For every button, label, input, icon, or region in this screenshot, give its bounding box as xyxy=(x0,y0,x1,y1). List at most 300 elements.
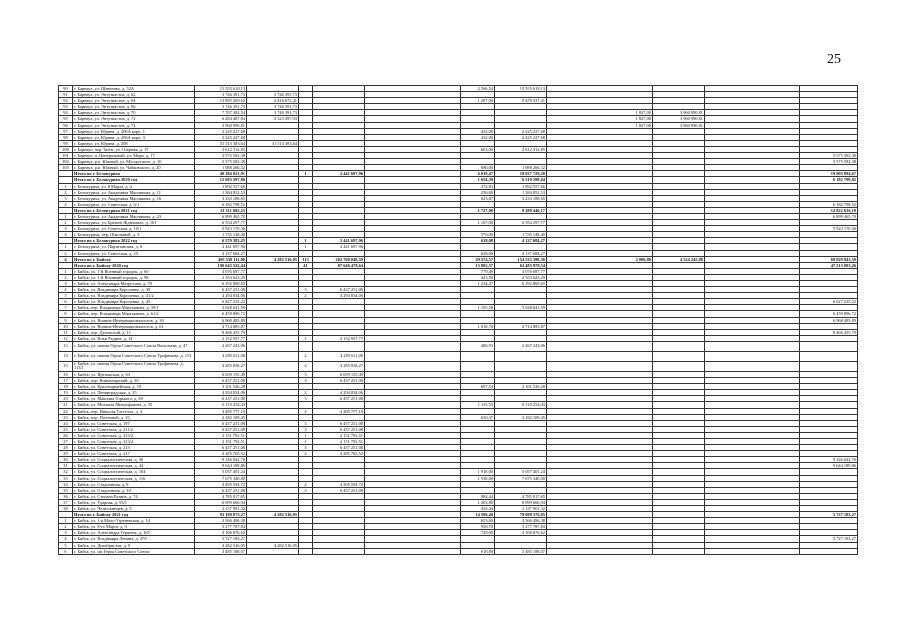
row-number: 4 xyxy=(59,201,73,207)
area-cell xyxy=(461,361,495,371)
row-number: 9 xyxy=(59,317,73,323)
address-cell: Итого по г. Белокуриха 2020 год xyxy=(73,177,195,183)
row-number: 1 xyxy=(59,518,73,524)
total-cost-cell: 13 895 209,62 xyxy=(195,98,247,104)
address-cell: г. Барнаул, ул. Энтузиастов, д. 64 xyxy=(73,98,195,104)
total-cost-cell: 4 285 838,27 xyxy=(195,361,247,371)
row-number: 4 xyxy=(59,232,73,238)
cost-cell-4: 4 285 777,10 xyxy=(313,408,365,414)
area-cell: 1 234,47 xyxy=(461,281,495,287)
cost-cell-7: 6 110 254,43 xyxy=(495,402,547,408)
cost-cell-11: 19 905 894,67 xyxy=(800,171,858,177)
area-cell-2: 1 827,00 xyxy=(547,116,653,122)
address-cell: г. Бийск, ул. Социалистическая, д. 44 xyxy=(73,463,195,469)
cost-cell-7: 8 289 446,17 xyxy=(495,207,547,213)
cost-cell-7: 4 137 684,27 xyxy=(495,238,547,244)
area-cell-2 xyxy=(547,351,653,361)
address-cell: г. Бийск, ул. Ударная, д. 93/1 xyxy=(73,499,195,505)
row-number: 19 xyxy=(59,390,73,396)
address-cell: г. Бийск, ул. Челюскинцев, д. 5 xyxy=(73,506,195,512)
cost-cell-7: 5 277 787,84 xyxy=(495,524,547,530)
row-number: 3 xyxy=(59,195,73,201)
address-cell: г. Бийск, ул. Красноармейская, д. 18 xyxy=(73,384,195,390)
cost-cell-2: 4 282 516,05 xyxy=(247,512,299,518)
total-cost-cell: 6 437 251,08 xyxy=(195,378,247,384)
count-cell: 1 xyxy=(299,238,313,244)
cost-cell-7: 4 076 687,77 xyxy=(495,268,547,274)
area-cell: 434,44 xyxy=(461,506,495,512)
address-cell: г. Бийск, ул. Ленинградская, д. 35 xyxy=(73,390,195,396)
total-cost-cell: 4 285 765,52 xyxy=(195,451,247,457)
total-cost-cell: 2 151 792,51 xyxy=(195,432,247,438)
row-number: 1 xyxy=(59,183,73,189)
area-cell: 6 019,47 xyxy=(461,171,495,177)
cost-cell-11 xyxy=(800,361,858,371)
cost-cell-4: 2 152 957,77 xyxy=(313,335,365,341)
total-cost-cell: 6 099 666,94 xyxy=(195,499,247,505)
total-cost-cell: 6 437 251,08 xyxy=(195,287,247,293)
area-cell: 406,93 xyxy=(461,341,495,351)
row-number: 101 xyxy=(59,153,73,159)
area-cell: 603,00 xyxy=(461,146,495,152)
cost-cell-7: 6 192 869,65 xyxy=(495,281,547,287)
total-cost-cell: 2 612 312,85 xyxy=(195,146,247,152)
total-cost-cell: 40 384 021,91 xyxy=(195,171,247,177)
total-cost-cell: 190 643 522,44 xyxy=(195,262,247,268)
area-cell-2: 2 006,80 xyxy=(547,256,653,262)
total-cost-cell: 2 137 901,32 xyxy=(195,506,247,512)
cost-cell-9 xyxy=(653,351,705,361)
total-cost-cell: 8 466 455,79 xyxy=(195,329,247,335)
address-cell: г. Бийск, ул. имени Героя Советского Союза Трофимова, д. 113 xyxy=(73,351,195,361)
address-cell: г. Барнаул, ул. Энтузиастов, д. 72 xyxy=(73,116,195,122)
area-cell: 779,49 xyxy=(461,268,495,274)
cost-cell-4: 6 437 251,08 xyxy=(313,287,365,293)
area-cell: 1 727,00 xyxy=(461,207,495,213)
total-cost-cell: 3 485 188,07 xyxy=(195,548,247,554)
count-cell: 3 xyxy=(299,287,313,293)
total-cost-cell: 2 353 623,29 xyxy=(195,274,247,280)
row-number: 18 xyxy=(59,384,73,390)
count-cell: 1 xyxy=(299,432,313,438)
row-number: 3 xyxy=(59,226,73,232)
row-number: 90 xyxy=(59,86,73,92)
total-cost-cell: 5 923 170,36 xyxy=(195,226,247,232)
count-cell: 1 xyxy=(299,244,313,250)
empty-cell-2 xyxy=(705,361,800,371)
row-number: 38 xyxy=(59,506,73,512)
area-cell: 1 167,00 xyxy=(461,220,495,226)
total-cost-cell: 6 192 869,65 xyxy=(195,281,247,287)
address-cell: г. Бийск, пер. Коммунарский, д. 16 xyxy=(73,378,195,384)
row-number: 25 xyxy=(59,426,73,432)
count-cell: 3 xyxy=(299,378,313,384)
area-cell: 1 018,70 xyxy=(461,323,495,329)
cost-cell-7: 4 714 885,87 xyxy=(495,323,547,329)
count-cell: 2 xyxy=(299,481,313,487)
total-cost-cell: 3 960 990,81 xyxy=(195,122,247,128)
cost-cell-4: 262 760 048,59 xyxy=(313,256,365,262)
register-rows xyxy=(59,86,858,555)
total-cost-cell: 4 295 594,72 xyxy=(195,481,247,487)
row-number: 2 xyxy=(59,189,73,195)
count-cell: 113 xyxy=(299,256,313,262)
row-number: 2 xyxy=(59,250,73,256)
address-cell: г. Белокуриха, ул. Партизанская, д. 6 xyxy=(73,244,195,250)
area-cell: 432,00 xyxy=(461,134,495,140)
total-cost-cell: 9 146 622,76 xyxy=(195,457,247,463)
address-cell: г. Бийск, ул. Социалистическая, д. 36 xyxy=(73,457,195,463)
total-cost-cell: 4 714 885,87 xyxy=(195,323,247,329)
address-cell: г. Белокуриха, ул. Академика Мясникова, д. 23 xyxy=(73,213,195,219)
cost-cell-4: 6 437 251,08 xyxy=(313,420,365,426)
area-cell: 570,00 xyxy=(461,232,495,238)
row-number: 36 xyxy=(59,493,73,499)
row-number: 23 xyxy=(59,414,73,420)
total-cost-cell: 9 644 189,86 xyxy=(195,463,247,469)
total-cost-cell: 6 437 251,08 xyxy=(195,396,247,402)
area-cell-2 xyxy=(547,341,653,351)
address-cell: г. Белокуриха, ул. Советская, д. 6/1 xyxy=(73,201,195,207)
row-number: 3 xyxy=(59,281,73,287)
row-number: 96 xyxy=(59,122,73,128)
row-number: 3 xyxy=(59,530,73,536)
row-number: 22 xyxy=(59,408,73,414)
address-cell: Итого по г. Бийску 2021 год xyxy=(73,512,195,518)
area-cell: 1 105,58 xyxy=(461,305,495,311)
address-cell: Итого по г. Белокуриха xyxy=(73,171,195,177)
row-number: 5 xyxy=(59,293,73,299)
address-cell: г. Бийск, пер. Деповский, д. 11 xyxy=(73,329,195,335)
total-cost-cell: 6 437 251,08 xyxy=(195,487,247,493)
row-number: 2 xyxy=(59,274,73,280)
total-cost-cell: 2 225 227,68 xyxy=(195,128,247,134)
total-cost-cell: 6 437 251,08 xyxy=(195,420,247,426)
total-cost-cell: 4 785 817,65 xyxy=(195,493,247,499)
table-row xyxy=(59,361,858,371)
cost-cell-11: 47 513 083,26 xyxy=(800,262,858,268)
row-number: 34 xyxy=(59,481,73,487)
address-cell: г. Белокуриха, ул. Академика Мясникова, д. 11 xyxy=(73,189,195,195)
area-cell: 13 805,57 xyxy=(461,262,495,268)
row-number: 6 xyxy=(59,548,73,554)
area-cell: 14 596,40 xyxy=(461,512,495,518)
count-cell: 2 xyxy=(299,390,313,396)
total-cost-cell: 5 277 787,84 xyxy=(195,524,247,530)
cost-cell-2: 3 746 391,73 xyxy=(247,92,299,98)
empty-cell xyxy=(365,351,461,361)
address-cell: г. Бийск, пер. Почтовый, д. 15 xyxy=(73,414,195,420)
cost-cell-7: 5 057 401,24 xyxy=(495,469,547,475)
cost-cell-2: 3 746 391,73 xyxy=(247,110,299,116)
cost-cell-11: 9 644 189,86 xyxy=(800,463,858,469)
cost-cell-4: 4 295 594,72 xyxy=(313,481,365,487)
cost-cell-11 xyxy=(800,341,858,351)
total-cost-cell: 4 285 777,10 xyxy=(195,408,247,414)
cost-cell-4: 2 151 792,51 xyxy=(313,432,365,438)
cost-cell-4: 4 285 765,52 xyxy=(313,451,365,457)
cost-cell-11: 6 459 896,72 xyxy=(800,311,858,317)
area-cell: 432,00 xyxy=(461,128,495,134)
cost-cell-9: 4 524 245,80 xyxy=(653,256,705,262)
count-cell xyxy=(299,548,313,554)
cost-cell-4: 2 441 697,96 xyxy=(313,238,365,244)
address-cell: г. Бийск, ул. 1-й Военный городок, д. 60 xyxy=(73,268,195,274)
cost-cell-7: 9 478 537,21 xyxy=(495,98,547,104)
cost-cell-11 xyxy=(800,351,858,361)
count-cell: 1 xyxy=(299,335,313,341)
cost-cell-11: 5 575 582,38 xyxy=(800,159,858,165)
address-cell: г. Барнаул, р.п. Южный, ул. Мусоргского, д. 10 xyxy=(73,159,195,165)
cost-cell-7: 2 353 623,29 xyxy=(495,274,547,280)
total-cost-cell: 6 182 798,52 xyxy=(195,201,247,207)
total-cost-cell: 2 267 243,06 xyxy=(195,341,247,351)
total-cost-cell: 3 746 391,73 xyxy=(195,104,247,110)
row-number: 16 xyxy=(59,371,73,377)
address-cell: г. Барнаул, ул. Энтузиастов, д. 74 xyxy=(73,122,195,128)
address-cell: г. Бийск, ул. Декабристов, д. 9 xyxy=(73,542,195,548)
row-number: 24 xyxy=(59,420,73,426)
row-number: 14 xyxy=(59,351,73,361)
address-cell: г. Бийск, ул. Иртышская, д. 63 xyxy=(73,371,195,377)
address-cell: г. Барнаул, п. Центральный, ул. Мира, д. 17 xyxy=(73,153,195,159)
count-cell: 2 xyxy=(299,451,313,457)
area-cell: 1 558,00 xyxy=(461,475,495,481)
address-cell: Итого по г. Бийску xyxy=(73,256,195,262)
row-number: 1 xyxy=(59,244,73,250)
row-number: 99 xyxy=(59,140,73,146)
cost-cell-11: 6 182 798,52 xyxy=(800,201,858,207)
cost-cell-4: 2 151 792,51 xyxy=(313,438,365,444)
count-cell: 3 xyxy=(299,426,313,432)
cost-cell-7: 154 533 398,36 xyxy=(495,256,547,262)
area-cell: 638,08 xyxy=(461,250,495,256)
cost-cell-7: 62 483 978,54 xyxy=(495,262,547,268)
total-cost-cell: 4 282 516,05 xyxy=(195,542,247,548)
cost-cell-11: 6 827 235,22 xyxy=(800,299,858,305)
row-number: 10 xyxy=(59,323,73,329)
total-cost-cell: 4 294 834,06 xyxy=(195,390,247,396)
row-number: 15 xyxy=(59,361,73,371)
cost-cell-11: 6 182 799,82 xyxy=(800,177,858,183)
total-cost-cell: 495 538 111,06 xyxy=(195,256,247,262)
total-cost-cell: 1 735 148,40 xyxy=(195,232,247,238)
address-cell: г. Бийск, ул. Владимира Короленко, д. 38 xyxy=(73,287,195,293)
cost-cell-4: 4 294 834,06 xyxy=(313,390,365,396)
area-cell: 618,80 xyxy=(461,548,495,554)
cost-cell-4: 6 437 251,08 xyxy=(313,396,365,402)
row-number: 102 xyxy=(59,159,73,165)
cost-cell-4 xyxy=(313,341,365,351)
total-cost-cell: 7 675 340,00 xyxy=(195,475,247,481)
address-cell: г. Бийск, ул. Советская, д. 213/4 xyxy=(73,438,195,444)
row-number: 98 xyxy=(59,134,73,140)
total-cost-cell: 6 459 896,72 xyxy=(195,311,247,317)
total-cost-cell: 3 746 391,73 xyxy=(195,92,247,98)
row-number: 5 xyxy=(59,542,73,548)
row-number: 2 xyxy=(59,220,73,226)
row-number: 97 xyxy=(59,128,73,134)
total-cost-cell: 4 106 876,62 xyxy=(195,530,247,536)
cost-cell-2 xyxy=(247,548,299,554)
area-cell: 686,00 xyxy=(461,165,495,171)
cost-cell-4: 87 646 478,64 xyxy=(313,262,365,268)
address-cell: г. Барнаул, ул. Энтузиастов, д. 62 xyxy=(73,92,195,98)
table-row xyxy=(59,548,858,554)
row-number: 26 xyxy=(59,432,73,438)
total-cost-cell: 4 294 834,06 xyxy=(195,293,247,299)
cost-cell-9: 3 960 990,81 xyxy=(653,116,705,122)
row-number: 37 xyxy=(59,499,73,505)
address-cell: г. Бийск, ул. Советская, д. 197 xyxy=(73,420,195,426)
empty-cell-2 xyxy=(705,351,800,361)
cost-cell-2: 4 282 516,05 xyxy=(247,256,299,262)
total-cost-cell: 2 151 792,51 xyxy=(195,438,247,444)
cost-cell-4: 6 437 251,08 xyxy=(313,487,365,493)
address-cell: г. Бийск, ул. Владимира Короленко, д. 41/2 xyxy=(73,293,195,299)
cost-cell-7: 1 892 557,66 xyxy=(495,183,547,189)
area-cell: 372,83 xyxy=(461,183,495,189)
total-cost-cell: 3 233 188,65 xyxy=(195,195,247,201)
register-table-container xyxy=(58,85,857,555)
cost-cell-7: 3 233 188,65 xyxy=(495,195,547,201)
cost-cell-7: 2 612 312,85 xyxy=(495,146,547,152)
cost-cell-4: 6 659 155,49 xyxy=(313,371,365,377)
area-cell-2: 1 827,00 xyxy=(547,110,653,116)
total-cost-cell: 15 555 618,13 xyxy=(195,86,247,92)
count-cell: 3 xyxy=(299,371,313,377)
total-cost-cell: 6 437 251,08 xyxy=(195,426,247,432)
row-number: 35 xyxy=(59,487,73,493)
area-cell: 2 566,54 xyxy=(461,86,495,92)
total-cost-cell: 6 110 254,43 xyxy=(195,402,247,408)
cost-cell-9 xyxy=(653,341,705,351)
empty-cell xyxy=(365,548,461,554)
register-table xyxy=(58,85,858,555)
total-cost-cell: 1 384 852,53 xyxy=(195,189,247,195)
area-cell-2: 1 827,00 xyxy=(547,122,653,128)
address-cell: г. Бийск, ул. Максима Горького, д. 69 xyxy=(73,396,195,402)
cost-cell-4: 2 441 697,96 xyxy=(313,171,365,177)
cost-cell-7: 15 555 618,13 xyxy=(495,86,547,92)
row-number: 95 xyxy=(59,116,73,122)
cost-cell-2 xyxy=(247,361,299,371)
cost-cell-7: 1 735 148,40 xyxy=(495,232,547,238)
row-number: 2 xyxy=(59,524,73,530)
row-number: 29 xyxy=(59,451,73,457)
cost-cell-4: 2 441 697,96 xyxy=(313,244,365,250)
address-cell: г. Бийск, ул. им Героя Советского Союза xyxy=(73,548,195,554)
cost-cell-7: 7 675 340,00 xyxy=(495,475,547,481)
row-number: 12 xyxy=(59,335,73,341)
total-cost-cell: 1 088 266,32 xyxy=(195,165,247,171)
address-cell: г. Белокуриха, ул. Академика Мясникова, д. 16 xyxy=(73,195,195,201)
row-number: 30 xyxy=(59,457,73,463)
cost-cell-7: 2 225 227,68 xyxy=(495,134,547,140)
cost-cell-7: 4 785 817,65 xyxy=(495,493,547,499)
cost-cell-7: 2 137 901,32 xyxy=(495,506,547,512)
cost-cell-4: 4 294 834,06 xyxy=(313,293,365,299)
cost-cell-9: 3 960 990,81 xyxy=(653,122,705,128)
count-cell: 1 xyxy=(299,438,313,444)
total-cost-cell: 12 693 397,86 xyxy=(195,177,247,183)
cost-cell-7: 4 106 876,62 xyxy=(495,530,547,536)
cost-cell-7: 3 566 496,38 xyxy=(495,518,547,524)
total-cost-cell: 6 659 155,49 xyxy=(195,371,247,377)
row-number: 4 xyxy=(59,287,73,293)
empty-cell xyxy=(365,341,461,351)
cost-cell-4: 6 437 251,08 xyxy=(313,445,365,451)
total-cost-cell: 4 285 611,08 xyxy=(195,351,247,361)
cost-cell-11: 5 727 183,27 xyxy=(800,512,858,518)
address-cell: г. Бийск, ул. Воинов-Интернационалистов, д. 39 xyxy=(73,317,195,323)
cost-cell-2: 3 746 391,73 xyxy=(247,104,299,110)
address-cell: г. Белокуриха, ул. 8 Марта, д. 4 xyxy=(73,183,195,189)
total-cost-cell: 21 111 682,25 xyxy=(195,207,247,213)
row-number: 4 xyxy=(59,536,73,542)
total-cost-cell: 5 628 641,59 xyxy=(195,305,247,311)
cost-cell-11: 6 968 485,89 xyxy=(800,317,858,323)
cost-cell-7: 6 099 666,94 xyxy=(495,499,547,505)
empty-cell xyxy=(365,361,461,371)
address-cell: г. Барнаул, ул. Энтузиастов, д. 66 xyxy=(73,104,195,110)
address-cell: г. Бийск, ул. Владимира Ленина, д. 270 xyxy=(73,536,195,542)
area-cell: 1 207,00 xyxy=(461,98,495,104)
cost-cell-2 xyxy=(247,341,299,351)
row-number: 7 xyxy=(59,305,73,311)
cost-cell-4: 6 437 251,08 xyxy=(313,426,365,432)
cost-cell-9 xyxy=(653,548,705,554)
address-cell: г. Белокуриха, ул. Братьев Ждановых, д. 161 xyxy=(73,220,195,226)
total-cost-cell: 6 554 297,77 xyxy=(195,220,247,226)
cost-cell-7: 6 554 297,77 xyxy=(495,220,547,226)
address-cell: г. Бийск, пер. Владимира Мартьянова, д. 61/2 xyxy=(73,311,195,317)
count-cell: 3 xyxy=(299,396,313,402)
cost-cell-7: 79 090 376,85 xyxy=(495,512,547,518)
count-cell: 2 xyxy=(299,408,313,414)
area-cell: 653,60 xyxy=(461,518,495,524)
cost-cell-7: 18 037 729,28 xyxy=(495,171,547,177)
cost-cell-7: 2 267 243,06 xyxy=(495,341,547,351)
address-cell: г. Бийск, ул. имени Героя Советского Союза Васильева, д. 47 xyxy=(73,341,195,351)
area-cell: 729,60 xyxy=(461,530,495,536)
total-cost-cell: 5 575 582,38 xyxy=(195,159,247,165)
address-cell: г. Бийск, ул. Владимира Короленко, д. 45 xyxy=(73,299,195,305)
address-cell: г. Бийск, ул. Советская, д. 213/2 xyxy=(73,432,195,438)
total-cost-cell: 5 057 401,24 xyxy=(195,469,247,475)
row-number: 1 xyxy=(59,268,73,274)
area-cell: 697,54 xyxy=(461,384,495,390)
count-cell: 3 xyxy=(299,487,313,493)
cost-cell-11 xyxy=(800,548,858,554)
row-number: 91 xyxy=(59,92,73,98)
address-cell: г. Барнаул, р.п. Южный, ул. Чайковского, д. 20 xyxy=(73,165,195,171)
total-cost-cell: 4 137 684,27 xyxy=(195,250,247,256)
row-number: 92 xyxy=(59,98,73,104)
table-row xyxy=(59,341,858,351)
address-cell: г. Белокуриха, ул. Советская, д. 25 xyxy=(73,250,195,256)
address-cell: Итого по г. Белокуриха 2022 год xyxy=(73,238,195,244)
cost-cell-7: 1 088 266,32 xyxy=(495,165,547,171)
total-cost-cell: 6 968 485,89 xyxy=(195,317,247,323)
total-cost-cell: 2 152 957,77 xyxy=(195,335,247,341)
total-cost-cell: 1 892 557,66 xyxy=(195,183,247,189)
address-cell: г. Белокуриха, ул. Советская, д. 10/1 xyxy=(73,226,195,232)
row-number: 103 xyxy=(59,165,73,171)
address-cell: г. Бийск, ул. Александра Матросова, д. 78 xyxy=(73,281,195,287)
row-number: 32 xyxy=(59,469,73,475)
row-number: 100 xyxy=(59,146,73,152)
